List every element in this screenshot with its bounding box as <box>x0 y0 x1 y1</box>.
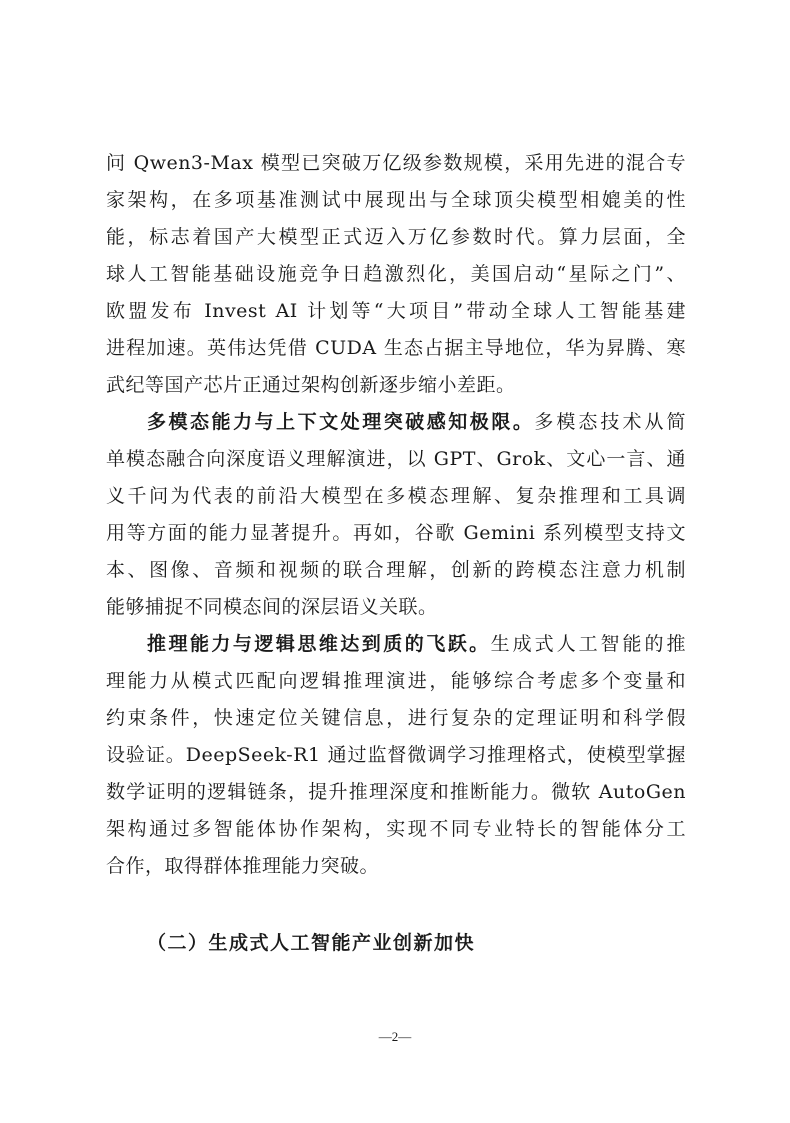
paragraph-lead-heading: 多模态能力与上下文处理突破感知极限。 <box>147 411 535 433</box>
text-line: 问 Qwen3-Max 模型已突破万亿级参数规模，采用先进的混合专 <box>106 152 686 174</box>
text-line: 单模态融合向深度语义理解演进，以 GPT、Grok、文心一言、通 <box>106 448 686 470</box>
paragraph-compute-and-models <box>106 145 686 404</box>
text-line: 义千问为代表的前沿大模型在多模态理解、复杂推理和工具调 <box>106 485 686 507</box>
text-line <box>106 404 686 441</box>
text-line: 数学证明的逻辑链条，提升推理深度和推断能力。微软 AutoGen <box>106 781 686 803</box>
text-line: 架构通过多智能体协作架构，实现不同专业特长的智能体分工 <box>106 818 686 840</box>
paragraph-lead-heading: 推理能力与逻辑思维达到质的飞跃。 <box>147 633 491 655</box>
text-line: 进程加速。英伟达凭借 CUDA 生态占据主导地位，华为昇腾、寒 <box>106 337 686 359</box>
text-line: 本、图像、音频和视频的联合理解，创新的跨模态注意力机制 <box>106 559 686 581</box>
paragraph-reasoning <box>106 626 686 885</box>
text-line: 约束条件，快速定位关键信息，进行复杂的定理证明和科学假 <box>106 707 686 729</box>
text-line: 家架构，在多项基准测试中展现出与全球顶尖模型相媲美的性 <box>106 189 686 211</box>
text-line: 用等方面的能力显著提升。再如，谷歌 Gemini 系列模型支持文 <box>106 522 686 544</box>
document-body <box>106 145 686 885</box>
text-line: 设验证。DeepSeek-R1 通过监督微调学习推理格式，使模型掌握 <box>106 744 686 766</box>
text-run: 多模态技术从简 <box>534 411 686 433</box>
text-run: 生成式人工智能的推 <box>490 633 686 655</box>
text-line: 能够捕捉不同模态间的深层语义关联。 <box>106 596 438 618</box>
text-line: 合作，取得群体推理能力突破。 <box>106 855 380 877</box>
section-heading: （二）生成式人工智能产业创新加快 <box>147 932 476 954</box>
text-line: 理能力从模式匹配向逻辑推理演进，能够综合考虑多个变量和 <box>106 670 686 692</box>
text-line: 武纪等国产芯片正通过架构创新逐步缩小差距。 <box>106 374 516 396</box>
text-line: 欧盟发布 Invest AI 计划等“大项目”带动全球人工智能基建 <box>106 300 686 322</box>
text-line <box>106 626 686 663</box>
text-line: 能，标志着国产大模型正式迈入万亿参数时代。算力层面，全 <box>106 226 686 248</box>
paragraph-multimodal <box>106 404 686 626</box>
page-number: —2— <box>378 1029 412 1044</box>
text-line: 球人工智能基础设施竞争日趋激烈化，美国启动“星际之门”、 <box>106 263 686 285</box>
